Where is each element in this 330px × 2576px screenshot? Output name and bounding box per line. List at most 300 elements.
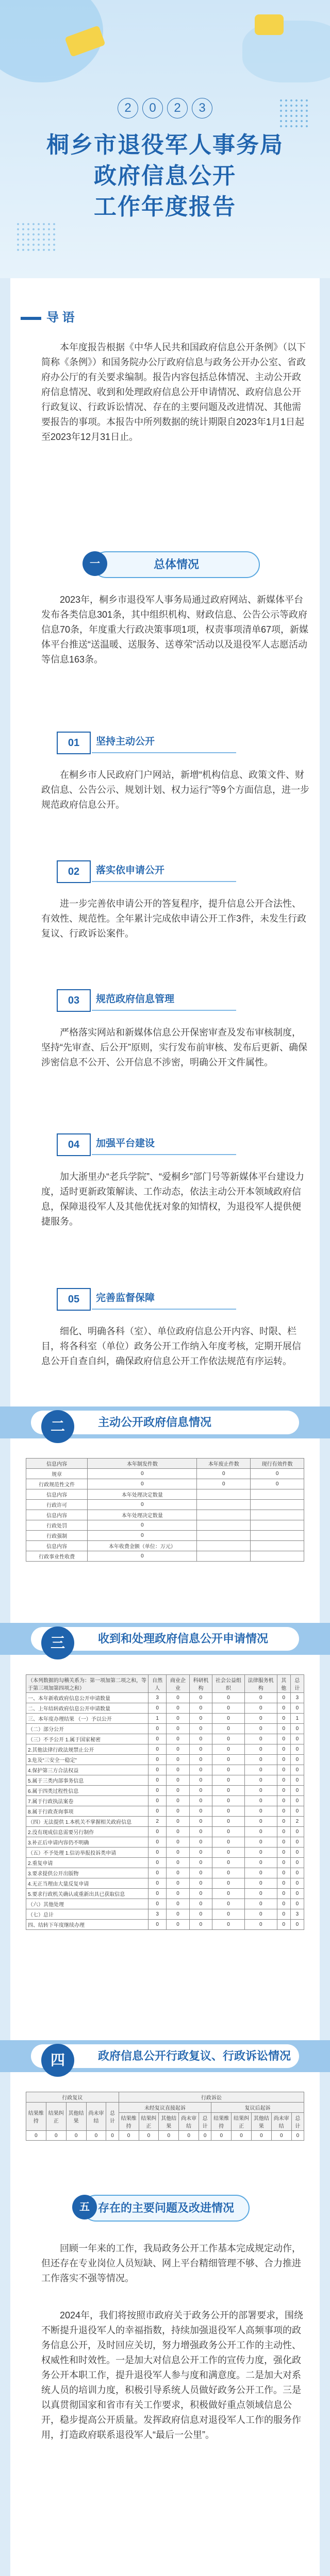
table-cell: 3.补正后申请内容仍不明确 bbox=[26, 1837, 148, 1848]
section5-title bbox=[79, 2195, 250, 2222]
table-cell: 0 bbox=[212, 1755, 245, 1765]
table-cell: 0 bbox=[189, 1765, 212, 1775]
table-cell: 0 bbox=[148, 1868, 167, 1878]
table-cell: 行政事业性收费 bbox=[26, 1551, 88, 1562]
table-cell: 0 bbox=[167, 1817, 189, 1827]
table-cell: 0 bbox=[167, 1786, 189, 1796]
table-cell: 0 bbox=[244, 1724, 277, 1734]
intro-heading bbox=[21, 307, 75, 325]
table-header-row bbox=[26, 2092, 304, 2103]
table-cell: 0 bbox=[88, 1479, 197, 1489]
table-cell: 0 bbox=[212, 1899, 245, 1909]
year-digit: 3 bbox=[192, 98, 212, 118]
table-cell: 行政规范性文件 bbox=[26, 1479, 88, 1489]
table-header-cell: 结果维持 bbox=[26, 2103, 46, 2131]
table-header-row bbox=[26, 1459, 304, 1469]
table-cell: 0 bbox=[290, 1899, 304, 1909]
table-row bbox=[26, 1848, 304, 1858]
table-cell: 0 bbox=[212, 1909, 245, 1920]
table-cell: 0 bbox=[167, 1868, 189, 1878]
table-cell: 0 bbox=[212, 1868, 245, 1878]
year-digit: 2 bbox=[118, 98, 138, 118]
heading-bar bbox=[21, 317, 41, 320]
application-table bbox=[26, 1674, 304, 1930]
report-title-line: 政府信息公开 bbox=[94, 163, 236, 189]
table-header-cell: 其他结果 bbox=[159, 2113, 179, 2131]
table-cell: 0 bbox=[179, 2131, 199, 2141]
table-cell: 0 bbox=[189, 1837, 212, 1848]
table-header-row bbox=[26, 1675, 304, 1693]
table-row bbox=[26, 1899, 304, 1909]
table-cell: 0 bbox=[197, 1469, 251, 1479]
year-digit: 0 bbox=[142, 98, 163, 118]
table-cell: 0 bbox=[26, 2131, 46, 2141]
table-cell: 0 bbox=[88, 1551, 197, 1562]
table-header-cell: 未经复议直接起诉 bbox=[119, 2103, 211, 2113]
table-cell: 0 bbox=[167, 1693, 189, 1703]
table-header-cell: 总计 bbox=[291, 2113, 304, 2131]
table-cell: 0 bbox=[189, 1827, 212, 1837]
table-cell: 0 bbox=[88, 1469, 197, 1479]
table-cell: 0 bbox=[167, 1899, 189, 1909]
section-title-text: 主动公开政府信息情况 bbox=[98, 1416, 212, 1429]
table-cell: 0 bbox=[212, 1889, 245, 1899]
table-cell: 0 bbox=[148, 1765, 167, 1775]
table-row bbox=[26, 1744, 304, 1755]
table-cell: 0 bbox=[189, 1858, 212, 1868]
table-cell: 0 bbox=[88, 1500, 197, 1510]
table-cell: 0 bbox=[277, 1806, 290, 1817]
table-cell: 0 bbox=[290, 1837, 304, 1848]
table-cell: 0 bbox=[244, 1827, 277, 1837]
table-cell: 0 bbox=[167, 1734, 189, 1744]
table-cell: 信息内容 bbox=[26, 1510, 88, 1520]
table-cell bbox=[197, 1551, 251, 1562]
table-row bbox=[26, 1920, 304, 1930]
table-cell: 0 bbox=[148, 1703, 167, 1714]
table-row bbox=[26, 1520, 304, 1531]
table-cell: 0 bbox=[277, 1817, 290, 1827]
table-cell bbox=[251, 1520, 304, 1531]
table-cell: 0 bbox=[277, 1868, 290, 1878]
table-header-cell: 结果纠正 bbox=[232, 2113, 252, 2131]
table-cell: 0 bbox=[86, 2131, 106, 2141]
table-row bbox=[26, 1724, 304, 1734]
item-05-text: 细化、明确各科（室）、单位政府信息公开内容、时限、栏目，将各科室（单位）政务公开工作纳入年度考核，定期开展信息公开自查自纠，确保政府信息公开工作依法规范有序运转。 bbox=[41, 1326, 301, 1366]
table-cell: 商业企业 bbox=[167, 1675, 189, 1693]
item-title: 规范政府信息管理 bbox=[96, 994, 175, 1005]
table-cell: 0 bbox=[148, 1837, 167, 1848]
table-cell: （四）无法提供 1.本机关不掌握相关政府信息 bbox=[26, 1817, 148, 1827]
table-row bbox=[26, 1734, 304, 1744]
item-01-text: 在桐乡市人民政府门户网站，新增“机构信息、政策文件、财政信息、公告公示、规划计划、权力运行”等9个方面信息，进一步规范政府信息公开。 bbox=[41, 770, 310, 810]
table-cell: 0 bbox=[189, 1796, 212, 1806]
table-header-cell: 结果维持 bbox=[119, 2113, 139, 2131]
table-cell: 0 bbox=[211, 2131, 232, 2141]
table-cell: 0 bbox=[106, 2131, 119, 2141]
table-cell: 0 bbox=[251, 1479, 304, 1489]
table-cell bbox=[197, 1510, 251, 1520]
table-row bbox=[26, 1541, 304, 1551]
item-title: 完善监督保障 bbox=[96, 1293, 155, 1303]
section4-band bbox=[0, 2040, 330, 2072]
item-04-text: 加大浙里办“老兵学院”、“爱桐乡”部门号等新媒体平台建设力度，适时更新政策解读、工作动态，依法主动公开本领域政府信息，保障退役军人及其他优抚对象的知情权，为退役军人提供便捷服务。 bbox=[41, 1172, 304, 1227]
table-cell: 0 bbox=[290, 1703, 304, 1714]
table-cell: 0 bbox=[277, 1765, 290, 1775]
table-cell: 0 bbox=[167, 1909, 189, 1920]
table-cell: 0 bbox=[167, 1920, 189, 1930]
item-number: 02 bbox=[57, 860, 91, 883]
table-cell: 3.危及“三安全一稳定” bbox=[26, 1755, 148, 1765]
table-cell: 2.其他法律行政法规禁止公开 bbox=[26, 1744, 148, 1755]
table-row bbox=[26, 1878, 304, 1889]
table-cell: 0 bbox=[189, 1848, 212, 1858]
table-cell: 0 bbox=[290, 1734, 304, 1744]
table-cell: （七）总计 bbox=[26, 1909, 148, 1920]
table-cell: 0 bbox=[277, 1796, 290, 1806]
table-cell: 0 bbox=[244, 1744, 277, 1755]
table-cell: 0 bbox=[148, 1878, 167, 1889]
table-cell: 0 bbox=[277, 1724, 290, 1734]
table-header-cell: 总计 bbox=[106, 2103, 119, 2131]
table-cell bbox=[251, 1500, 304, 1510]
table-cell: 3 bbox=[148, 1909, 167, 1920]
table-cell: 0 bbox=[167, 1806, 189, 1817]
report-title-line: 桐乡市退役军人事务局 bbox=[46, 132, 284, 158]
table-cell: 0 bbox=[290, 1806, 304, 1817]
table-cell: 0 bbox=[46, 2131, 66, 2141]
report-year bbox=[0, 98, 330, 118]
table-cell: 信息内容 bbox=[26, 1489, 88, 1500]
table-row bbox=[26, 1796, 304, 1806]
table-cell: 0 bbox=[244, 1817, 277, 1827]
table-cell: 0 bbox=[212, 1827, 245, 1837]
section-number: 二 bbox=[41, 1410, 74, 1443]
table-row bbox=[26, 1500, 304, 1510]
table-cell: 0 bbox=[189, 1920, 212, 1930]
table-cell: 0 bbox=[212, 1837, 245, 1848]
table-header-cell: 尚未审结 bbox=[86, 2103, 106, 2131]
table-header-row bbox=[26, 2103, 304, 2113]
table-cell: 4.保护第三方合法权益 bbox=[26, 1765, 148, 1775]
table-cell: 0 bbox=[212, 1765, 245, 1775]
section-number: 一 bbox=[82, 551, 107, 576]
table-header-cell: 本年废止件数 bbox=[197, 1459, 251, 1469]
table-cell: 0 bbox=[88, 1520, 197, 1531]
table-cell: 法律服务机构 bbox=[244, 1675, 277, 1693]
report-title-line: 工作年度报告 bbox=[94, 194, 236, 219]
table-row bbox=[26, 1765, 304, 1775]
item-number: 03 bbox=[57, 989, 91, 1012]
table-cell: 0 bbox=[212, 1848, 245, 1858]
table-row bbox=[26, 1693, 304, 1703]
table-row bbox=[26, 1531, 304, 1541]
table-cell: 0 bbox=[148, 1827, 167, 1837]
table-row bbox=[26, 1786, 304, 1796]
table-cell: 0 bbox=[244, 1775, 277, 1786]
table-cell: 0 bbox=[148, 1920, 167, 1930]
section-title-text: 存在的主要问题及改进情况 bbox=[97, 2201, 234, 2214]
table-cell: 0 bbox=[167, 1755, 189, 1765]
table-header-cell: 尚未审结 bbox=[271, 2113, 291, 2131]
table-cell: 0 bbox=[148, 1848, 167, 1858]
table-cell: 0 bbox=[277, 1858, 290, 1868]
table-cell: 总计 bbox=[290, 1675, 304, 1693]
table-cell: 0 bbox=[290, 1796, 304, 1806]
table-header-cell: 复议后起诉 bbox=[211, 2103, 304, 2113]
table-cell: 0 bbox=[148, 1889, 167, 1899]
table-cell: 行政强制 bbox=[26, 1531, 88, 1541]
table-cell: 0 bbox=[244, 1796, 277, 1806]
item-title: 坚持主动公开 bbox=[96, 736, 155, 747]
table-cell: 0 bbox=[277, 1714, 290, 1724]
table-cell: 0 bbox=[244, 1693, 277, 1703]
table-cell: 0 bbox=[167, 1878, 189, 1889]
report-header bbox=[0, 0, 330, 278]
table-cell: 3 bbox=[290, 1693, 304, 1703]
table-row bbox=[26, 1469, 304, 1479]
table-cell: 0 bbox=[290, 1848, 304, 1858]
table-cell: 0 bbox=[251, 1469, 304, 1479]
table-cell: 二、上年结转政府信息公开申请数量 bbox=[26, 1703, 148, 1714]
table-cell: 0 bbox=[189, 1744, 212, 1755]
table-cell: 0 bbox=[244, 1868, 277, 1878]
table-cell: 0 bbox=[148, 1755, 167, 1765]
item-03-text: 严格落实网站和新媒体信息公开保密审查及发布审核制度，坚持“先审查、后公开”原则，实行发布前审核、发布后更新、确保涉密信息不公开、公开信息不涉密，明确公开文件属性。 bbox=[41, 1027, 307, 1067]
table-cell: 0 bbox=[88, 1531, 197, 1541]
table-cell: 0 bbox=[252, 2131, 272, 2141]
table-cell: 0 bbox=[277, 1775, 290, 1786]
table-cell: 0 bbox=[244, 1909, 277, 1920]
section-title-text: 收到和处理政府信息公开申请情况 bbox=[98, 1632, 269, 1645]
table-cell: 0 bbox=[189, 1693, 212, 1703]
table-cell: 0 bbox=[66, 2131, 86, 2141]
item-underline bbox=[92, 1309, 236, 1310]
table-cell: 0 bbox=[244, 1837, 277, 1848]
table-header-cell: 信息内容 bbox=[26, 1459, 88, 1469]
table-cell: 0 bbox=[199, 2131, 211, 2141]
table-cell: 0 bbox=[148, 1775, 167, 1786]
section-number: 三 bbox=[41, 1626, 74, 1659]
table-cell: 0 bbox=[277, 1909, 290, 1920]
section-number: 五 bbox=[72, 2195, 97, 2219]
band-pill bbox=[31, 1627, 299, 1651]
table-cell: 0 bbox=[197, 1479, 251, 1489]
table-cell: 0 bbox=[290, 1878, 304, 1889]
table-cell: 0 bbox=[167, 1714, 189, 1724]
table-row bbox=[26, 1714, 304, 1724]
table-cell bbox=[251, 1531, 304, 1541]
band-pill bbox=[31, 1411, 299, 1434]
item-number: 01 bbox=[57, 732, 91, 754]
table-cell: 本年收费金额（单位：万元） bbox=[88, 1541, 197, 1551]
table-cell: 一、本年新收政府信息公开申请数量 bbox=[26, 1693, 148, 1703]
section1-title bbox=[90, 551, 260, 578]
table-cell: 0 bbox=[212, 1817, 245, 1827]
table-cell: （五）不予处理 1.信访举报投诉类申请 bbox=[26, 1848, 148, 1858]
table-row bbox=[26, 1868, 304, 1878]
section2-band bbox=[0, 1406, 330, 1438]
table-cell: 0 bbox=[277, 1889, 290, 1899]
proactive-disclosure-table bbox=[26, 1458, 304, 1562]
table-cell: 0 bbox=[232, 2131, 252, 2141]
section-title-text: 政府信息公开行政复议、行政诉讼情况 bbox=[98, 2049, 291, 2062]
table-row bbox=[26, 1489, 304, 1500]
table-cell: 0 bbox=[290, 1868, 304, 1878]
table-cell: 0 bbox=[212, 1724, 245, 1734]
table-cell: 0 bbox=[212, 1920, 245, 1930]
table-cell: 0 bbox=[189, 1817, 212, 1827]
table-cell: 行政许可 bbox=[26, 1500, 88, 1510]
table-cell: 信息内容 bbox=[26, 1541, 88, 1551]
table-cell: 自然人 bbox=[148, 1675, 167, 1693]
table-cell: 0 bbox=[212, 1744, 245, 1755]
table-row bbox=[26, 1551, 304, 1562]
intro-text: 本年度报告根据《中华人民共和国政府信息公开条例》（以下简称《条例》）和国务院办公厅政府信息与政务公开办公室、省政府办公厅的有关要求编制。报告内容包括总体情况、主动公开政府信息情况、收到和处理政府信息公开申请情况、政府信息公开行政复议、行政诉讼情况、存在的主要问题及改进情况、其他需要报告的事项。本报告中所列数据的统计期限自2023年1月1日起至2023年12月31日止。 bbox=[41, 342, 306, 442]
table-cell: 5.要求行政机关确认或重新出具已获取信息 bbox=[26, 1889, 148, 1899]
table-row bbox=[26, 1909, 304, 1920]
table-cell: 0 bbox=[290, 1786, 304, 1796]
table-header-cell: 其他结果 bbox=[66, 2103, 86, 2131]
table-cell: 社会公益组织 bbox=[212, 1675, 245, 1693]
section1-text: 2023年，桐乡市退役军人事务局通过政府网站、新媒体平台发布各类信息301条，其中组织机构、财政信息、公告公示等政府信息70条，年度重大行政决策事项1项，权责事项清单67项，新媒体平台推送“送温暖、送服务、送尊荣”活动以及退役军人志愿活动等信息163条。 bbox=[41, 595, 309, 665]
table-cell: 0 bbox=[212, 1703, 245, 1714]
table-header-cell: 其他结果 bbox=[252, 2113, 272, 2131]
table-cell: 0 bbox=[277, 1899, 290, 1909]
section3-band bbox=[0, 1623, 330, 1655]
table-cell: （二）部分公开 bbox=[26, 1724, 148, 1734]
table-cell: 0 bbox=[244, 1703, 277, 1714]
table-cell: 0 bbox=[167, 1848, 189, 1858]
table-cell: 0 bbox=[290, 1724, 304, 1734]
table-cell: 0 bbox=[189, 1734, 212, 1744]
table-row bbox=[26, 1837, 304, 1848]
table-cell: 行政处罚 bbox=[26, 1520, 88, 1531]
table-cell: 0 bbox=[244, 1889, 277, 1899]
table-cell: 0 bbox=[167, 1889, 189, 1899]
table-header-cell: 总计 bbox=[199, 2113, 211, 2131]
table-cell: 规章 bbox=[26, 1469, 88, 1479]
intro-heading-text: 导 语 bbox=[46, 311, 75, 325]
table-cell: 2.重复申请 bbox=[26, 1858, 148, 1868]
table-cell: 0 bbox=[244, 1714, 277, 1724]
table-cell bbox=[197, 1489, 251, 1500]
table-cell: 科研机构 bbox=[189, 1675, 212, 1693]
item-number: 04 bbox=[57, 1133, 91, 1156]
table-cell: 0 bbox=[244, 1786, 277, 1796]
table-cell: 0 bbox=[277, 1744, 290, 1755]
table-row bbox=[26, 1827, 304, 1837]
decor-shape bbox=[255, 14, 284, 35]
table-cell: 0 bbox=[244, 1878, 277, 1889]
table-cell: 1 bbox=[148, 1714, 167, 1724]
table-cell: 0 bbox=[148, 1744, 167, 1755]
table-row bbox=[26, 1817, 304, 1827]
table-cell: 本年处理决定数量 bbox=[88, 1489, 197, 1500]
table-cell bbox=[251, 1489, 304, 1500]
table-cell: 0 bbox=[189, 1899, 212, 1909]
table-cell: 0 bbox=[148, 1786, 167, 1796]
table-cell: 0 bbox=[148, 1734, 167, 1744]
table-cell: 0 bbox=[167, 1827, 189, 1837]
table-cell: 3 bbox=[290, 1909, 304, 1920]
table-cell: 0 bbox=[139, 2131, 159, 2141]
table-row bbox=[26, 1479, 304, 1489]
table-row bbox=[26, 1703, 304, 1714]
table-header-cell: 尚未审结 bbox=[179, 2113, 199, 2131]
table-cell: 0 bbox=[148, 1899, 167, 1909]
table-row bbox=[26, 1510, 304, 1520]
table-header-cell: 结果纠正 bbox=[46, 2103, 66, 2131]
table-cell: 2 bbox=[290, 1817, 304, 1827]
table-cell bbox=[197, 1520, 251, 1531]
table-cell: 0 bbox=[277, 1878, 290, 1889]
table-cell: 其他 bbox=[277, 1675, 290, 1693]
table-cell: 0 bbox=[290, 1765, 304, 1775]
table-cell: 0 bbox=[189, 1775, 212, 1786]
table-cell: 0 bbox=[167, 1744, 189, 1755]
table-cell: 0 bbox=[277, 1755, 290, 1765]
table-cell: 0 bbox=[244, 1848, 277, 1858]
table-cell: 0 bbox=[212, 1775, 245, 1786]
review-litigation-table bbox=[26, 2092, 304, 2141]
table-cell: 0 bbox=[189, 1868, 212, 1878]
table-cell: 0 bbox=[148, 1858, 167, 1868]
table-cell: 6.属于四类过程性信息 bbox=[26, 1786, 148, 1796]
item-title: 加强平台建设 bbox=[96, 1138, 155, 1149]
table-cell: 0 bbox=[244, 1806, 277, 1817]
table-cell: 0 bbox=[167, 1796, 189, 1806]
table-cell: 0 bbox=[148, 1806, 167, 1817]
table-cell: 5.属于三类内部事务信息 bbox=[26, 1775, 148, 1786]
table-cell: 0 bbox=[244, 1920, 277, 1930]
item-underline bbox=[92, 752, 236, 753]
table-cell: 0 bbox=[189, 1909, 212, 1920]
table-cell: 0 bbox=[148, 1724, 167, 1734]
table-cell: 0 bbox=[277, 1786, 290, 1796]
table-cell: 0 bbox=[290, 1775, 304, 1786]
table-cell: 0 bbox=[212, 1878, 245, 1889]
table-cell bbox=[197, 1500, 251, 1510]
table-cell: 0 bbox=[189, 1806, 212, 1817]
table-cell: 0 bbox=[189, 1755, 212, 1765]
table-cell: （三）不予公开 1.属于国家秘密 bbox=[26, 1734, 148, 1744]
table-cell bbox=[197, 1531, 251, 1541]
table-cell: 三、本年度办理结果 （一）予以公开 bbox=[26, 1714, 148, 1724]
table-cell: 0 bbox=[212, 1806, 245, 1817]
table-cell bbox=[251, 1551, 304, 1562]
table-cell: 0 bbox=[244, 1858, 277, 1868]
table-cell: 0 bbox=[189, 1786, 212, 1796]
table-header-cell: 本年制发件数 bbox=[88, 1459, 197, 1469]
table-cell bbox=[197, 1541, 251, 1551]
table-cell: 0 bbox=[244, 1734, 277, 1744]
table-cell: 0 bbox=[189, 1703, 212, 1714]
item-underline bbox=[92, 1010, 236, 1011]
table-cell: 0 bbox=[244, 1899, 277, 1909]
table-cell: 0 bbox=[277, 1693, 290, 1703]
table-cell: 0 bbox=[244, 1755, 277, 1765]
section5-paragraph: 回顾一年来的工作，我局政务公开工作基本完成规定动作，但还存在专业岗位人员短缺、网上平台精细管理不够、合力推进工作落实不强等情况。 bbox=[41, 2243, 301, 2283]
item-02-text: 进一步完善依申请公开的答复程序，提升信息公开合法性、有效性、规范性。全年累计完成依申请公开工作3件，未发生行政复议、行政诉讼案件。 bbox=[41, 899, 307, 939]
table-cell: 0 bbox=[290, 1858, 304, 1868]
section-title-text: 总体情况 bbox=[153, 558, 199, 571]
table-row bbox=[26, 1806, 304, 1817]
table-header-cell: 行政复议 bbox=[26, 2092, 119, 2103]
table-cell: 0 bbox=[212, 1693, 245, 1703]
table-cell: 0 bbox=[167, 1724, 189, 1734]
table-cell: 8.属于行政查询事项 bbox=[26, 1806, 148, 1817]
